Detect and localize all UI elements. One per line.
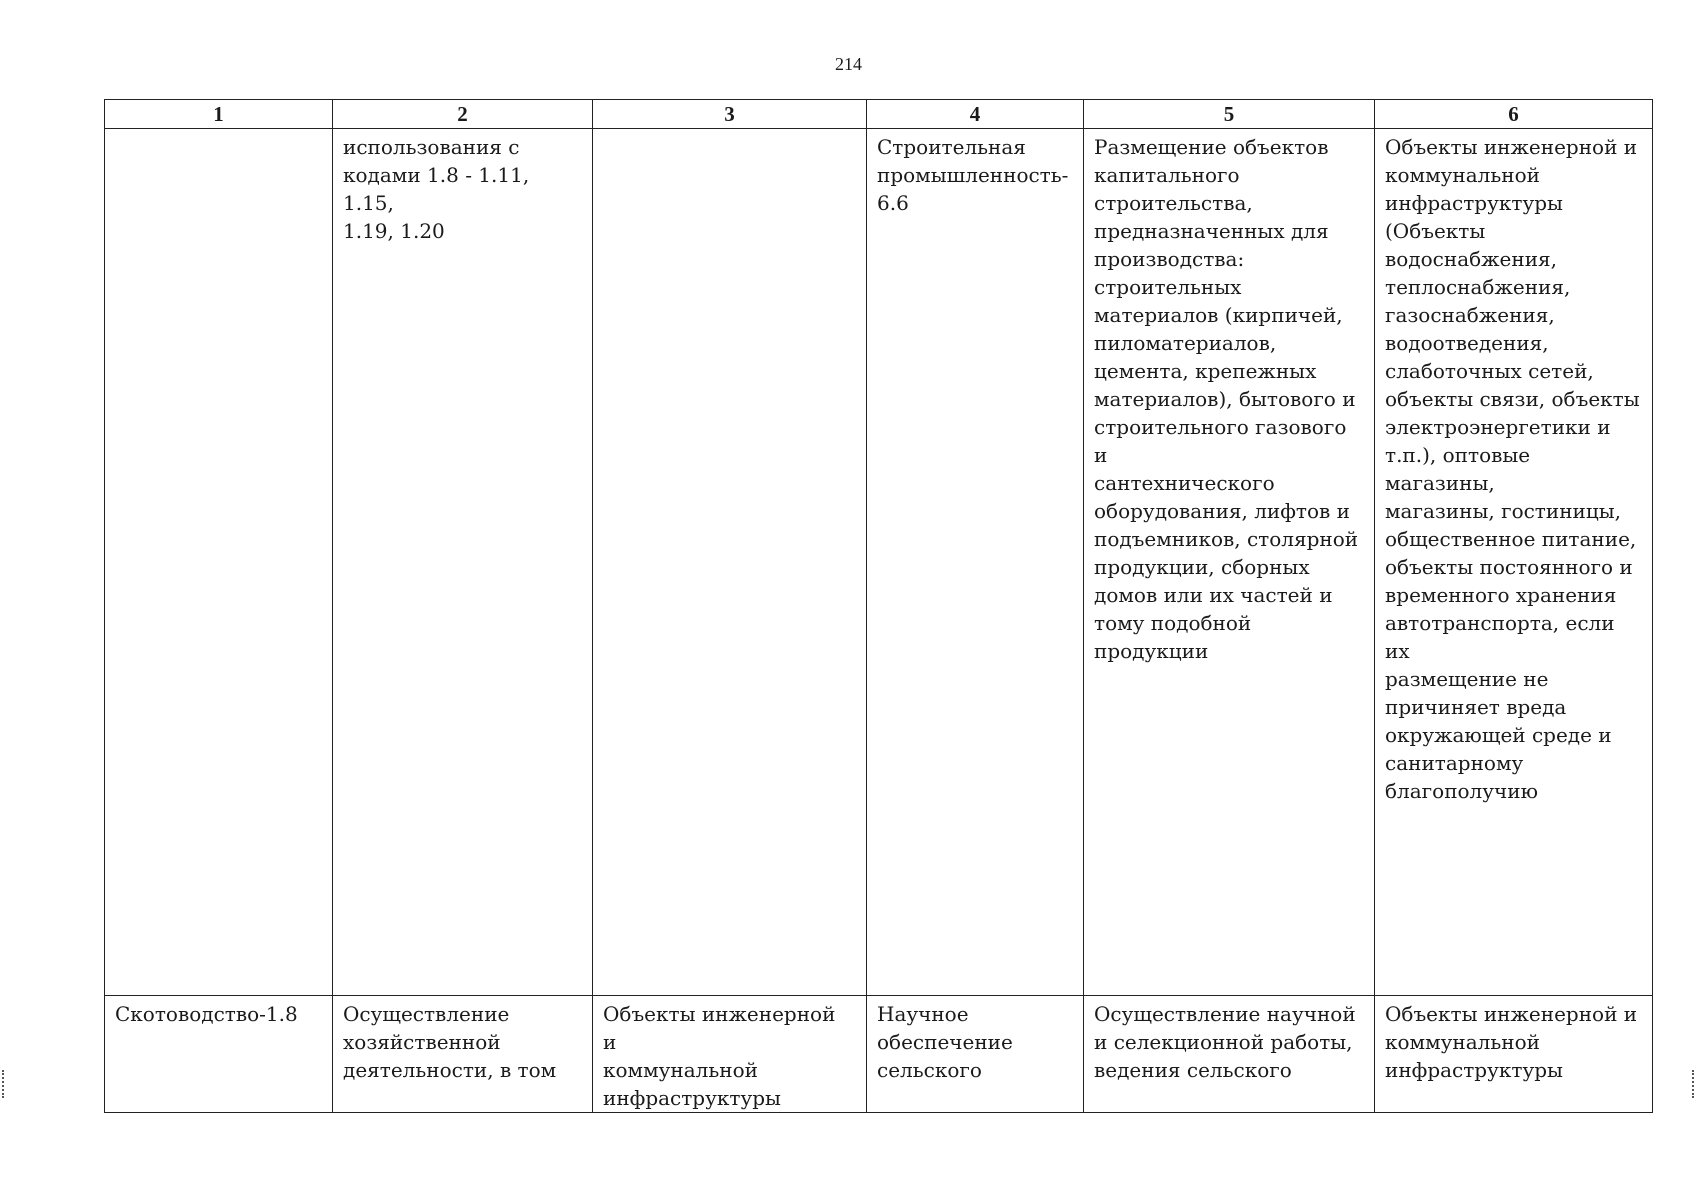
header-col-4: 4 (867, 100, 1084, 129)
scan-edge-mark-left (2, 1070, 6, 1098)
cell-col-4: Строительная промышленность- 6.6 (867, 129, 1084, 996)
table-header-row (105, 100, 1653, 129)
header-col-3: 3 (593, 100, 867, 129)
scan-edge-mark-right (1692, 1070, 1696, 1098)
header-col-5: 5 (1084, 100, 1375, 129)
header-col-6: 6 (1375, 100, 1653, 129)
cell-col-1: Скотоводство-1.8 (105, 996, 333, 1113)
table-row (105, 996, 1653, 1113)
cell-col-6: Объекты инженерной и коммунальной инфраструктуры (Объекты водоснабжения, теплоснабжения, газоснабжения, водоотведения, слаботочных сетей, объекты связи, объекты электроэнергетики и т.п.), оптовые магазины, магазины, гостиницы, общественное питание, объекты постоянного и временного хранения автотранспорта, если их размещение не причиняет вреда окружающей среде и санитарному благополучию (1375, 129, 1653, 996)
zoning-table (104, 99, 1653, 1113)
header-col-2: 2 (333, 100, 593, 129)
cell-col-2: Осуществление хозяйственной деятельности, в том (333, 996, 593, 1113)
table-row (105, 129, 1653, 996)
cell-col-6: Объекты инженерной и коммунальной инфраструктуры (1375, 996, 1653, 1113)
cell-col-2: использования с кодами 1.8 - 1.11, 1.15, 1.19, 1.20 (333, 129, 593, 996)
cell-col-3 (593, 129, 867, 996)
cell-col-1 (105, 129, 333, 996)
cell-col-3: Объекты инженерной и коммунальной инфраструктуры (593, 996, 867, 1113)
page-number: 214 (835, 54, 862, 74)
cell-col-5: Осуществление научной и селекционной работы, ведения сельского (1084, 996, 1375, 1113)
cell-col-5: Размещение объектов капитального строительства, предназначенных для производства: строительных материалов (кирпичей, пиломатериалов, цемента, крепежных материалов), бытового и строительного газового и сантехнического оборудования, лифтов и подъемников, столярной продукции, сборных домов или их частей и тому подобной продукции (1084, 129, 1375, 996)
cell-col-4: Научное обеспечение сельского (867, 996, 1084, 1113)
header-col-1: 1 (105, 100, 333, 129)
